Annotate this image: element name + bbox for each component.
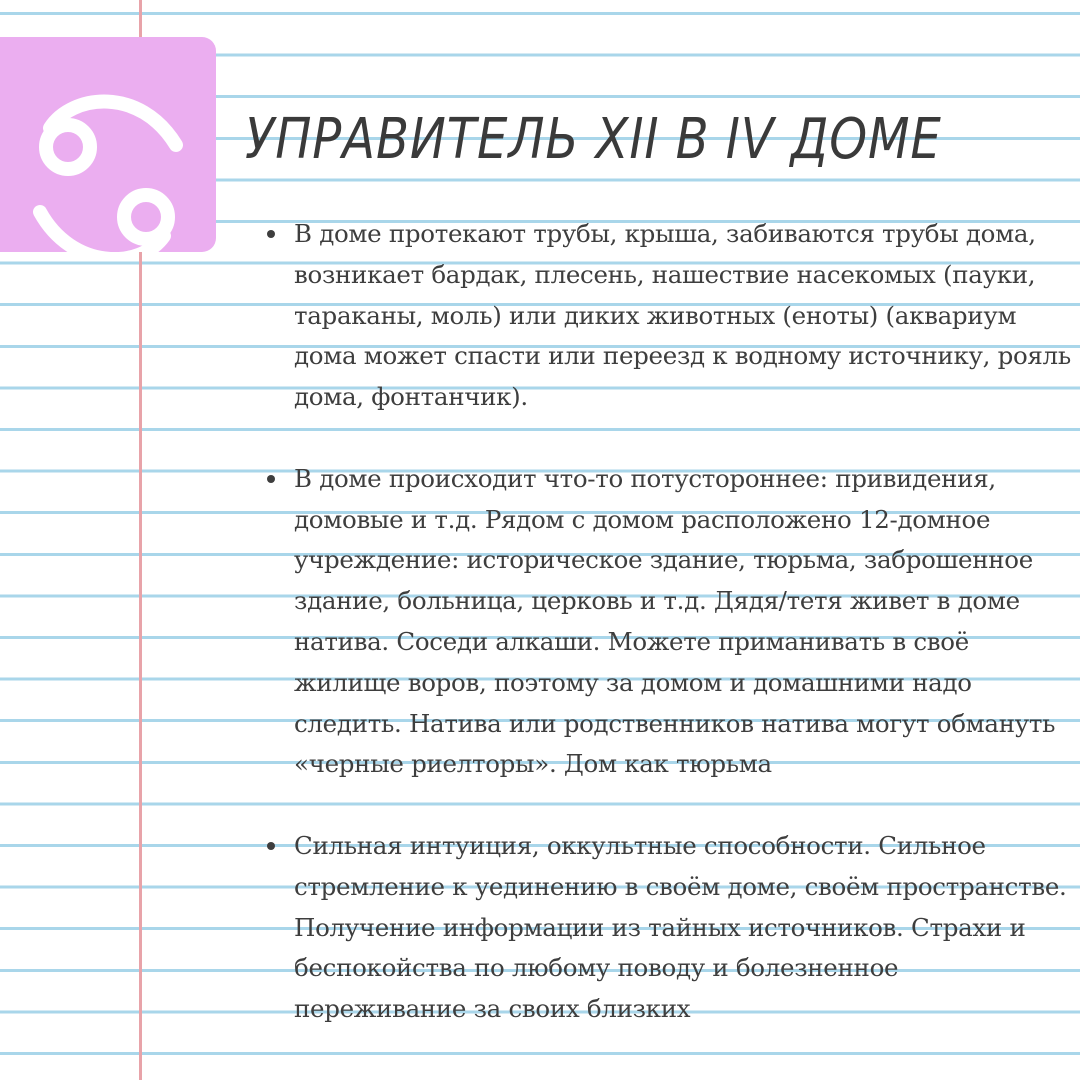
list-item-text: В доме протекают трубы, крыша, забиваются трубы дома, возникает бардак, плесень, нашествие насекомых (пауки, тараканы, моль) или диких животных (еноты) (аквариум дома может спасти или переезд к водному источнику, рояль дома, фонтанчик). <box>294 219 1071 412</box>
page-title: УПРАВИТЕЛЬ XII В IV ДОМЕ <box>245 107 942 172</box>
list-item <box>294 826 1074 1030</box>
bullet-dot-icon <box>267 842 275 850</box>
bullet-dot-icon <box>267 230 275 238</box>
list-item-text: Сильная интуиция, оккультные способности. Сильное стремление к уединению в своём доме, своём пространстве. Получение информации из тайных источников. Страхи и беспокойства по любому поводу и болезненное переживание за своих близких <box>294 830 1067 1024</box>
list-item <box>294 459 1074 785</box>
list-item <box>294 214 1074 418</box>
bullet-list <box>294 214 1074 1030</box>
bullet-dot-icon <box>267 475 275 483</box>
list-item-text: В доме происходит что-то потустороннее: привидения, домовые и т.д. Рядом с домом расположено 12-домное учреждение: историческое здание, тюрьма, заброшенное здание, больница, церковь и т.д. Дядя/тетя живет в доме натива. Соседи алкаши. Можете приманивать в своё жилище воров, поэтому за домом и домашними надо следить. Натива или родственников натива могут обмануть «черные риелторы». Дом как тюрьма <box>294 463 1056 779</box>
cancer-zodiac-icon <box>0 37 216 252</box>
zodiac-sign-tile <box>0 37 216 252</box>
